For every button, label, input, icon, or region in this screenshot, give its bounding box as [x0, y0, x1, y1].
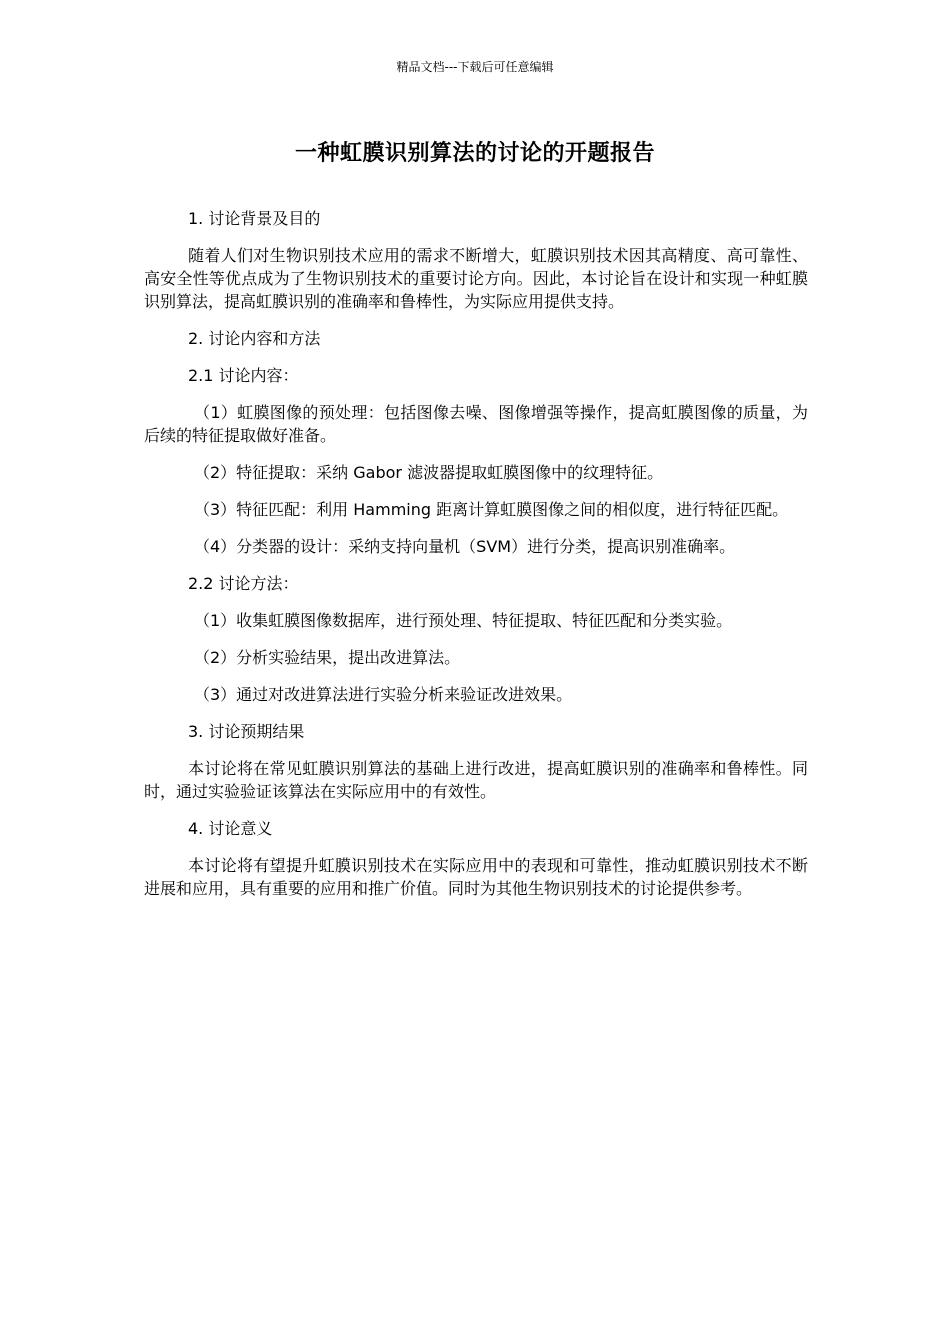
subsection-heading-content: 2.1 讨论内容：	[188, 366, 299, 385]
list-item: （1）收集虹膜图像数据库，进行预处理、特征提取、特征匹配和分类实验。	[194, 611, 733, 630]
header-note: 精品文档---下载后可任意编辑	[396, 60, 554, 74]
list-item: （1）虹膜图像的预处理：包括图像去噪、图像增强等操作，提高虹膜图像的质量，为后续的特征提取做好准备。	[144, 403, 808, 445]
list-item: （3）特征匹配：利用 Hamming 距离计算虹膜图像之间的相似度，进行特征匹配。	[194, 500, 789, 519]
list-item: （2）特征提取：采纳 Gabor 滤波器提取虹膜图像中的纹理特征。	[194, 463, 664, 482]
document-title: 一种虹膜识别算法的讨论的开题报告	[294, 141, 655, 166]
list-item: （3）通过对改进算法进行实验分析来验证改进效果。	[194, 685, 573, 704]
subsection-heading-method: 2.2 讨论方法：	[188, 574, 299, 593]
paragraph-significance: 本讨论将有望提升虹膜识别技术在实际应用中的表现和可靠性，推动虹膜识别技术不断进展和应用，具有重要的应用和推广价值。同时为其他生物识别技术的讨论提供参考。	[144, 856, 808, 898]
paragraph-background: 随着人们对生物识别技术应用的需求不断增大，虹膜识别技术因其高精度、高可靠性、高安全性等优点成为了生物识别技术的重要讨论方向。因此，本讨论旨在设计和实现一种虹膜识别算法，提高虹膜识别的准确率和鲁棒性，为实际应用提供支持。	[144, 246, 808, 311]
section-heading-content-method: 2. 讨论内容和方法	[188, 329, 321, 348]
section-heading-significance: 4. 讨论意义	[188, 819, 273, 838]
paragraph-expected-results: 本讨论将在常见虹膜识别算法的基础上进行改进，提高虹膜识别的准确率和鲁棒性。同时，通过实验验证该算法在实际应用中的有效性。	[144, 759, 808, 801]
section-heading-expected-results: 3. 讨论预期结果	[188, 722, 305, 741]
list-item: （2）分析实验结果，提出改进算法。	[194, 648, 461, 667]
document-body	[144, 207, 808, 914]
list-item: （4）分类器的设计：采纳支持向量机（SVM）进行分类，提高识别准确率。	[194, 537, 736, 556]
section-heading-background: 1. 讨论背景及目的	[188, 209, 321, 228]
